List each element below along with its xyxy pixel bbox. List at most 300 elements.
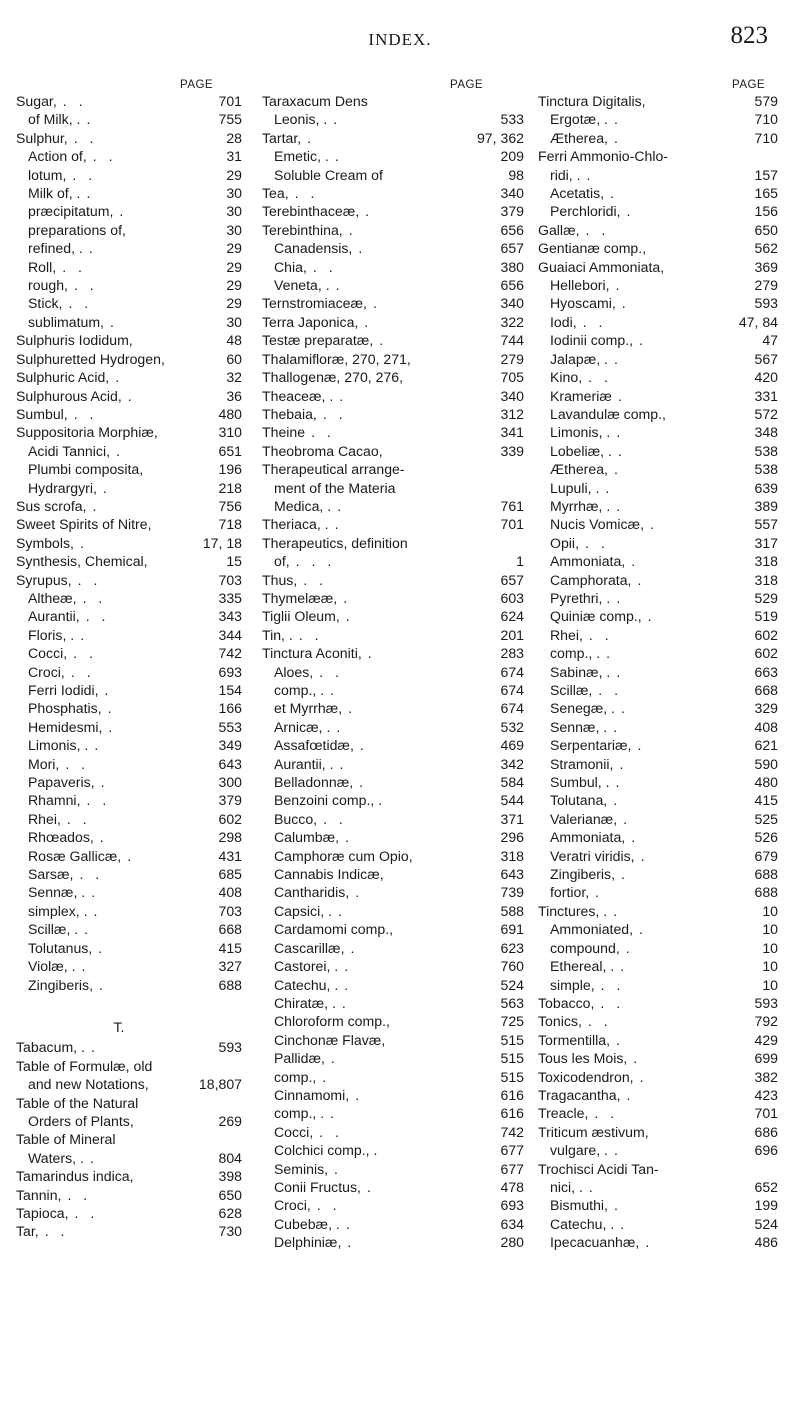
index-entry xyxy=(538,957,778,975)
index-entry xyxy=(16,791,242,809)
leader-dots: . . xyxy=(312,258,337,275)
entry-term: Lavandulæ comp., xyxy=(550,405,666,422)
index-entry xyxy=(262,1178,524,1196)
entry-term: Terebinthina, xyxy=(262,221,343,238)
leader-dots: . xyxy=(79,534,88,551)
entry-term: Acidi Tannici, xyxy=(28,442,110,459)
index-entry xyxy=(262,497,524,515)
index-entry xyxy=(538,1068,778,1086)
leader-dots: . xyxy=(639,1068,648,1085)
index-entry xyxy=(262,258,524,276)
leader-dots: . . xyxy=(587,1013,612,1030)
entry-term: Soluble Cream of xyxy=(274,166,383,183)
leader-dots: . . xyxy=(294,185,319,202)
entry-page-number: 701 xyxy=(218,93,242,109)
leader-dots: . xyxy=(307,129,316,146)
entry-term: Calumbæ, xyxy=(274,829,340,846)
entry-term: Leonis, . xyxy=(274,111,328,128)
page-column-label: PAGE xyxy=(180,79,214,91)
entry-term: Roll, xyxy=(28,258,57,275)
entry-page-number: 97, 362 xyxy=(476,129,524,146)
entry-term: Action of, xyxy=(28,148,87,165)
entry-term: Hemidesmi, xyxy=(28,718,103,735)
entry-page-number: 30 xyxy=(226,313,242,330)
leader-dots: . xyxy=(613,129,622,146)
leader-dots: . xyxy=(623,810,632,827)
index-entry xyxy=(262,405,524,423)
leader-dots: . xyxy=(359,774,368,791)
entry-term: Croci, xyxy=(274,1197,311,1214)
entry-page-number: 29 xyxy=(226,166,242,183)
entry-page-number: 688 xyxy=(754,884,778,901)
leader-dots: . xyxy=(80,626,89,643)
entry-page-number: 761 xyxy=(500,497,524,514)
entry-page-number: 524 xyxy=(500,976,524,993)
entry-page-number: 656 xyxy=(500,277,524,294)
entry-page-number: 603 xyxy=(500,589,524,606)
index-entry xyxy=(16,663,242,681)
entry-term: Sulphuris Iodidum, xyxy=(16,332,133,349)
leader-dots: . xyxy=(91,884,100,901)
leader-dots: . . xyxy=(74,1204,99,1221)
leader-dots: . xyxy=(92,497,101,514)
entry-term: Cantharidis, xyxy=(274,884,350,901)
entry-term: præcipitatum, xyxy=(28,203,114,220)
entry-page-number: 389 xyxy=(754,497,778,514)
index-entry xyxy=(16,1167,242,1185)
leader-dots: . . xyxy=(319,663,343,680)
index-entry xyxy=(262,755,524,773)
entry-term: Chloroform comp., xyxy=(274,1013,390,1030)
index-entry xyxy=(262,828,524,846)
entry-term: Table of the Natural xyxy=(16,1094,139,1111)
leader-dots: . xyxy=(330,1050,339,1067)
entry-page-number: 335 xyxy=(218,589,242,606)
leader-dots: . xyxy=(633,1050,642,1067)
leader-dots: . . xyxy=(316,1197,341,1214)
index-entry xyxy=(262,387,524,405)
entry-page-number: 557 xyxy=(754,516,778,533)
index-entry xyxy=(262,350,524,368)
entry-term: Sulphurous Acid, xyxy=(16,387,122,404)
entry-page-number: 593 xyxy=(218,1039,242,1056)
index-entry xyxy=(16,276,242,294)
index-entry xyxy=(538,571,778,589)
entry-term: Valerianæ, xyxy=(550,810,618,827)
entry-page-number: 10 xyxy=(762,921,778,938)
leader-dots: . xyxy=(621,700,629,717)
entry-term: Hellebori, xyxy=(550,277,610,294)
entry-page-number: 478 xyxy=(500,1178,524,1195)
entry-term: Taraxacum Dens xyxy=(262,93,368,109)
entry-term: and new Notations, xyxy=(28,1076,149,1093)
entry-page-number: 480 xyxy=(218,405,242,422)
leader-dots: . xyxy=(617,387,626,404)
entry-page-number: 408 xyxy=(218,884,242,901)
entry-page-number: 48 xyxy=(226,332,242,349)
entry-term: fortior, xyxy=(550,884,590,901)
entry-term: Cinnamomi, xyxy=(274,1086,350,1103)
entry-page-number: 677 xyxy=(500,1160,524,1177)
leader-dots: . . xyxy=(322,405,347,422)
entry-term: Bismuthi, xyxy=(550,1197,608,1214)
leader-dots: . . xyxy=(70,663,95,680)
entry-page-number: 469 xyxy=(500,737,524,754)
entry-page-number: 209 xyxy=(500,148,524,165)
entry-page-number: 398 xyxy=(218,1168,242,1185)
entry-page-number: 755 xyxy=(218,111,242,128)
index-entry xyxy=(16,221,242,239)
entry-term: Aurantii, xyxy=(28,608,80,625)
entry-page-number: 10 xyxy=(762,902,778,919)
entry-page-number: 280 xyxy=(500,1234,524,1251)
entry-page-number: 369 xyxy=(754,258,778,275)
index-entry xyxy=(538,902,778,920)
leader-dots: . xyxy=(616,589,625,606)
entry-term: Tinctura Aconiti, xyxy=(262,645,362,662)
index-entry xyxy=(262,423,524,441)
leader-dots: . xyxy=(621,866,629,883)
leader-dots: . . xyxy=(68,295,93,312)
leader-dots: . xyxy=(334,148,343,165)
entry-page-number: 624 xyxy=(500,608,524,625)
index-entry xyxy=(262,681,524,699)
leader-dots: . xyxy=(616,1031,624,1048)
entry-term: Croci, xyxy=(28,663,65,680)
entry-term: Krameriæ xyxy=(550,387,612,404)
index-entry xyxy=(16,773,242,791)
entry-term: of, xyxy=(274,553,290,570)
index-column-2 xyxy=(262,78,524,1252)
entry-term: Sarsæ, xyxy=(28,866,74,883)
index-entry xyxy=(16,718,242,736)
leader-dots: . . xyxy=(73,129,98,146)
entry-term: Therapeutical arrange- xyxy=(262,461,405,478)
index-entry xyxy=(16,1094,242,1112)
entry-page-number: 674 xyxy=(500,663,524,680)
entry-term: Hydrargyri, xyxy=(28,479,97,496)
leader-dots: . . xyxy=(66,810,91,827)
index-entry xyxy=(538,350,778,368)
entry-term: Bucco, xyxy=(274,810,318,827)
index-entry xyxy=(16,571,242,589)
leader-dots: . xyxy=(619,755,628,772)
entry-term: Sus scrofa, xyxy=(16,497,87,514)
entry-term: Thebaia, xyxy=(262,405,317,422)
index-entry xyxy=(538,699,778,717)
entry-term: compound, xyxy=(550,939,620,956)
index-entry xyxy=(538,276,778,294)
index-entry xyxy=(16,865,242,883)
entry-page-number: 616 xyxy=(500,1086,524,1103)
entry-page-number: 379 xyxy=(218,792,242,809)
entry-term: Stick, xyxy=(28,295,63,312)
index-entry xyxy=(262,1123,524,1141)
entry-term: Cardamomi comp., xyxy=(274,921,394,938)
index-entry xyxy=(16,92,242,110)
leader-dots: . xyxy=(613,1197,622,1214)
entry-term: Symbols, xyxy=(16,534,74,551)
entry-term: Synthesis, Chemical, xyxy=(16,553,148,570)
entry-term: Seminis, xyxy=(274,1160,329,1177)
leader-dots: . xyxy=(355,1086,364,1103)
entry-term: Thallogenæ, 270, 276, xyxy=(262,369,404,386)
page-number: 823 xyxy=(730,22,768,49)
index-column-3 xyxy=(538,78,778,1252)
leader-dots: . . xyxy=(86,792,111,809)
leader-dots: . xyxy=(616,424,625,441)
entry-page-number: 693 xyxy=(500,1197,524,1214)
index-entry xyxy=(16,497,242,515)
entry-term: Hyoscami, xyxy=(550,295,616,312)
entry-term: comp., . xyxy=(274,1105,325,1122)
entry-page-number: 10 xyxy=(762,939,778,956)
index-entry xyxy=(538,865,778,883)
entry-page-number: 656 xyxy=(500,221,524,238)
entry-term: simplex, . xyxy=(28,902,88,919)
entry-page-number: 10 xyxy=(762,976,778,993)
entry-term: Guaiaci Ammoniata, xyxy=(538,258,665,275)
entry-term: Terebinthaceæ, xyxy=(262,203,360,220)
entry-page-number: 730 xyxy=(218,1223,242,1240)
entry-term: Cascarillæ, xyxy=(274,939,345,956)
index-entry xyxy=(16,883,242,901)
entry-page-number: 792 xyxy=(754,1013,778,1030)
leader-dots: . xyxy=(620,1215,629,1232)
leader-dots: . . xyxy=(588,369,612,386)
index-entry xyxy=(16,129,242,147)
index-entry xyxy=(262,515,524,533)
index-entry xyxy=(538,405,778,423)
entry-page-number: 657 xyxy=(500,240,524,257)
index-entry xyxy=(16,460,242,478)
entry-term: Syrupus, xyxy=(16,571,72,588)
leader-dots: . xyxy=(84,921,93,938)
leader-dots: . xyxy=(359,737,368,754)
entry-term: preparations of, xyxy=(28,221,126,238)
entry-page-number: 199 xyxy=(754,1197,778,1214)
entry-page-number: 423 xyxy=(754,1086,778,1103)
entry-term: Sennæ, . xyxy=(550,718,608,735)
entry-page-number: 529 xyxy=(754,589,778,606)
leader-dots: . . xyxy=(62,258,86,275)
leader-dots: . . xyxy=(73,645,97,662)
index-entry xyxy=(262,1068,524,1086)
entry-term: Rhœados, xyxy=(28,829,94,846)
page-header xyxy=(0,22,800,52)
leader-dots: . xyxy=(595,884,604,901)
entry-term: Gallæ, xyxy=(538,221,580,238)
index-entry xyxy=(16,110,242,128)
entry-page-number: 349 xyxy=(218,737,242,754)
entry-term: of Milk, . xyxy=(28,111,81,128)
entry-page-number: 480 xyxy=(754,774,778,791)
index-entry xyxy=(262,1215,524,1233)
index-entry xyxy=(16,1075,242,1093)
leader-dots: . xyxy=(341,994,350,1011)
index-entry xyxy=(16,1186,242,1204)
entry-term: Rhei, xyxy=(550,626,583,643)
index-entry xyxy=(262,479,524,497)
leader-dots: . xyxy=(86,111,95,128)
entry-page-number: 650 xyxy=(754,221,778,238)
entry-page-number: 318 xyxy=(754,553,778,570)
leader-dots: . . xyxy=(92,148,117,165)
index-entry xyxy=(538,442,778,460)
entry-page-number: 29 xyxy=(226,240,242,257)
leader-dots: . xyxy=(613,1142,622,1159)
entry-term: Orders of Plants, xyxy=(28,1112,134,1129)
entry-term: Ferri Iodidi, xyxy=(28,682,99,698)
entry-term: Rhei, xyxy=(28,810,61,827)
index-entry xyxy=(262,607,524,625)
leader-dots: . xyxy=(358,240,367,257)
entry-page-number: 703 xyxy=(218,571,242,588)
entry-term: Lupuli, . xyxy=(550,479,600,496)
entry-term: simple, xyxy=(550,976,595,993)
entry-term: Phosphatis, xyxy=(28,700,102,717)
entry-term: Treacle, xyxy=(538,1105,589,1122)
index-entry xyxy=(16,405,242,423)
leader-dots: . . xyxy=(73,277,98,294)
entry-page-number: 28 xyxy=(226,129,242,146)
entry-term: Cinchonæ Flavæ, xyxy=(274,1031,386,1048)
entry-page-number: 379 xyxy=(500,203,524,220)
entry-page-number: 408 xyxy=(754,718,778,735)
index-entry xyxy=(16,589,242,607)
index-entry xyxy=(16,607,242,625)
index-entry xyxy=(538,460,778,478)
index-entry xyxy=(538,1141,778,1159)
index-entry xyxy=(16,699,242,717)
leader-dots: . . xyxy=(323,810,347,827)
entry-term: Plumbi composita, xyxy=(28,461,144,478)
entry-page-number: 348 xyxy=(754,424,778,441)
index-entry xyxy=(16,644,242,662)
index-entry xyxy=(262,184,524,202)
leader-dots: . xyxy=(81,958,90,975)
entry-page-number: 563 xyxy=(500,994,524,1011)
entry-page-number: 32 xyxy=(226,369,242,386)
index-entry xyxy=(16,166,242,184)
entry-term: Mori, xyxy=(28,755,60,772)
leader-dots: . . xyxy=(594,1105,619,1122)
leader-dots: . xyxy=(586,166,595,183)
entry-page-number: 312 xyxy=(500,405,524,422)
leader-dots: . xyxy=(625,939,634,956)
index-entry xyxy=(538,479,778,497)
index-entry xyxy=(262,534,524,552)
index-entry xyxy=(262,331,524,349)
entry-term: Sulphur, xyxy=(16,129,68,146)
entry-term: Tonics, xyxy=(538,1013,582,1030)
index-entry xyxy=(262,883,524,901)
leader-dots: . xyxy=(639,332,647,349)
entry-page-number: 36 xyxy=(226,387,242,404)
entry-term: Tannin, xyxy=(16,1186,62,1203)
entry-term: Ammoniata, xyxy=(550,553,626,570)
leader-dots: . . xyxy=(584,534,609,551)
entry-page-number: 415 xyxy=(754,792,778,809)
entry-page-number: 688 xyxy=(218,976,242,993)
index-entry xyxy=(262,1031,524,1049)
entry-page-number: 283 xyxy=(500,645,524,662)
index-entry xyxy=(16,810,242,828)
entry-page-number: 166 xyxy=(218,700,242,717)
entry-page-number: 342 xyxy=(500,755,524,772)
entry-term: Triticum æstivum, xyxy=(538,1123,649,1140)
entry-page-number: 525 xyxy=(754,810,778,827)
entry-term: Limonis, . xyxy=(550,424,611,441)
entry-page-number: 696 xyxy=(754,1142,778,1159)
leader-dots: . xyxy=(344,976,353,993)
index-entry xyxy=(262,442,524,460)
entry-term: Rhamni, xyxy=(28,792,81,809)
leader-dots: . xyxy=(127,847,136,864)
index-entry xyxy=(262,920,524,938)
leader-dots: . . . xyxy=(295,553,336,570)
index-entry xyxy=(16,313,242,331)
entry-page-number: 341 xyxy=(500,424,524,441)
leader-dots: . xyxy=(631,829,640,846)
leader-dots: . xyxy=(345,829,353,846)
index-entry xyxy=(262,810,524,828)
entry-page-number: 651 xyxy=(218,442,242,459)
index-entry xyxy=(16,957,242,975)
index-entry xyxy=(538,129,778,147)
entry-page-number: 616 xyxy=(500,1105,524,1122)
entry-page-number: 31 xyxy=(226,148,242,165)
entry-term: Tiglii Oleum, xyxy=(262,608,340,625)
entry-term: Cocci, xyxy=(274,1123,314,1140)
leader-dots: . xyxy=(639,921,647,938)
entry-page-number: 674 xyxy=(500,700,524,717)
entry-page-number: 538 xyxy=(754,461,778,478)
leader-dots: . xyxy=(100,774,109,791)
entry-term: Delphiniæ, xyxy=(274,1234,342,1251)
entry-term: ridi, . xyxy=(550,166,581,183)
leader-dots: . xyxy=(615,277,624,294)
entry-term: Tapioca, xyxy=(16,1204,69,1221)
leader-dots: . . xyxy=(44,1223,69,1240)
index-entry xyxy=(538,644,778,662)
index-entry xyxy=(16,1204,242,1222)
entry-page-number: 742 xyxy=(500,1123,524,1140)
index-entry xyxy=(16,920,242,938)
entry-term: Tous les Mois, xyxy=(538,1050,628,1067)
index-entry xyxy=(538,883,778,901)
index-entry xyxy=(262,1141,524,1159)
index-entry xyxy=(538,791,778,809)
entry-page-number: 18,807 xyxy=(198,1076,242,1093)
index-entry xyxy=(538,387,778,405)
entry-page-number: 382 xyxy=(754,1068,778,1085)
entry-page-number: 519 xyxy=(754,608,778,625)
entry-page-number: 515 xyxy=(500,1031,524,1048)
entry-page-number: 47 xyxy=(762,332,778,349)
entry-term: Ætherea, xyxy=(550,461,608,478)
entry-page-number: 703 xyxy=(218,902,242,919)
entry-page-number: 317 xyxy=(754,534,778,551)
index-entry xyxy=(16,147,242,165)
index-entry xyxy=(16,552,242,570)
index-entry xyxy=(262,1049,524,1067)
leader-dots: . xyxy=(616,497,625,514)
leader-dots: . xyxy=(364,313,373,330)
leader-dots: . . xyxy=(600,976,625,993)
entry-term: Ætherea, xyxy=(550,129,608,146)
leader-dots: . xyxy=(588,1178,597,1195)
